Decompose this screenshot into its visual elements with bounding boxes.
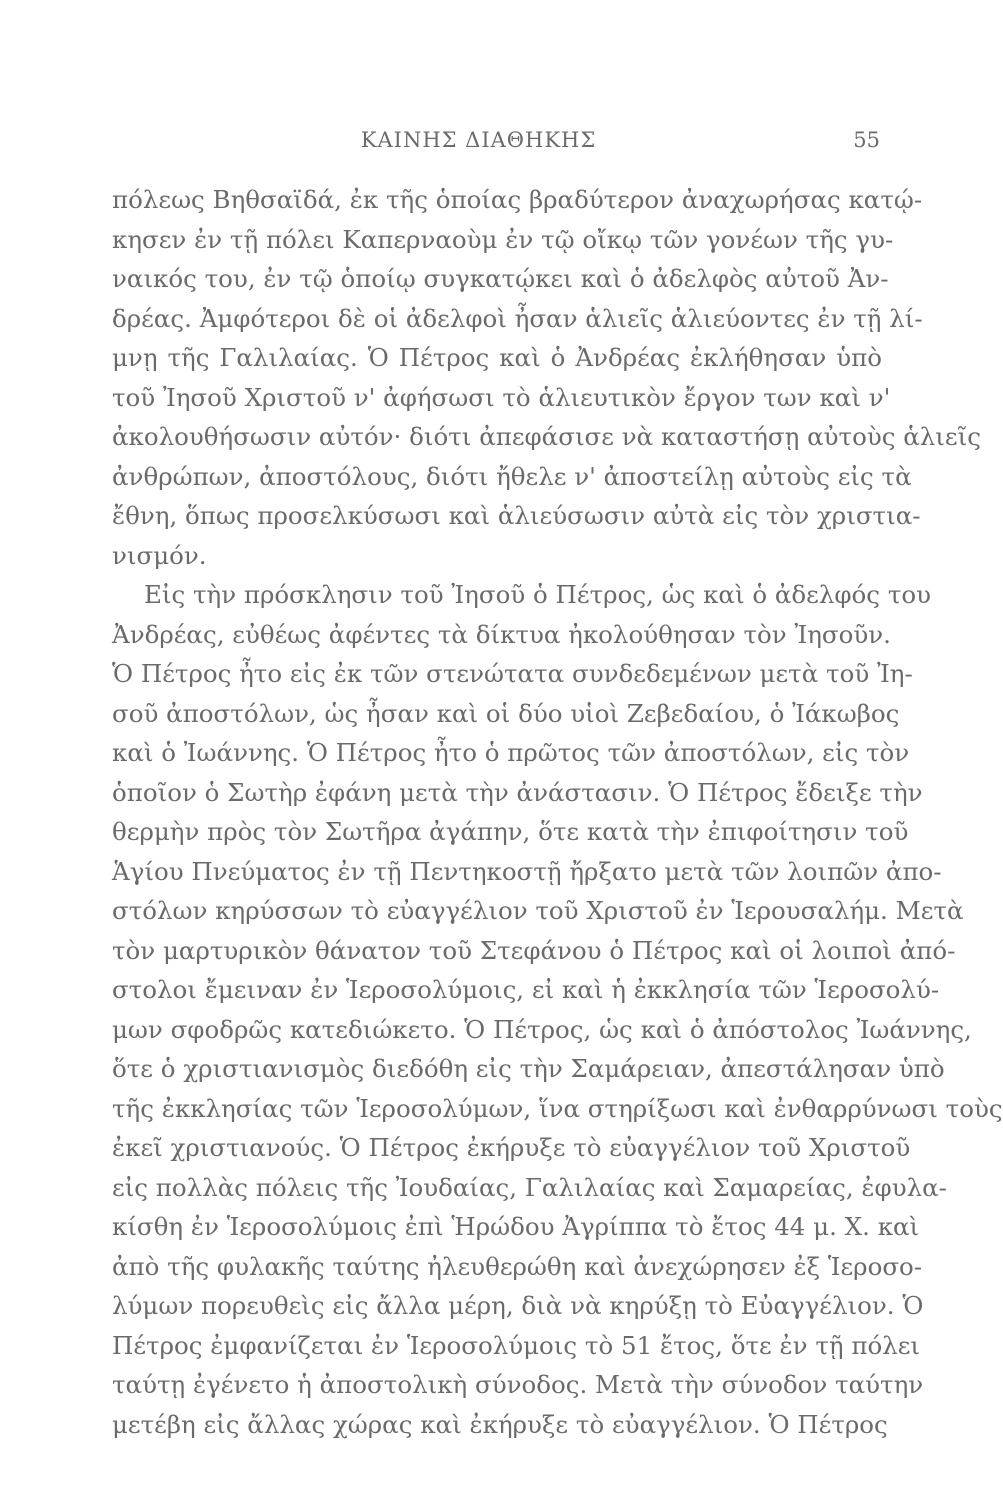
text-line: Πέτρος ἐμφανίζεται ἐν Ἱεροσολύμοις τὸ 51 ἔτος, ὅτε ἐν τῇ πόλει (112, 1330, 921, 1360)
text-line: στολοι ἔμειναν ἐν Ἱεροσολύμοις, εἰ καὶ ἡ ἐκκλησία τῶν Ἱεροσολύ- (112, 975, 940, 1004)
text-line: εἰς πολλὰς πόλεις τῆς Ἰουδαίας, Γαλιλαίας καὶ Σαμαρείας, ἐφυλα- (112, 1172, 947, 1202)
body-text (112, 180, 1003, 1444)
text-line: θερμὴν πρὸς τὸν Σωτῆρα ἀγάπην, ὅτε κατὰ τὴν ἐπιφοίτησιν τοῦ (112, 817, 909, 846)
text-line: κίσθη ἐν Ἱεροσολύμοις ἐπὶ Ἡρώδου Ἀγρίππα τὸ ἔτος 44 μ. Χ. καὶ (112, 1212, 920, 1241)
text-line: ἀνθρώπων, ἀποστόλους, διότι ἤθελε ν' ἀποστείλῃ αὐτοὺς εἰς τὰ (112, 461, 912, 491)
text-line: ταύτῃ ἐγένετο ἡ ἀποστολικὴ σύνοδος. Μετὰ τὴν σύνοδον ταύτην (112, 1370, 924, 1399)
text-line: ἀκολουθήσωσιν αὐτόν· διότι ἀπεφάσισε νὰ καταστήσῃ αὐτοὺς ἁλιεῖς (112, 422, 981, 451)
text-line: τῆς ἐκκλησίας τῶν Ἱεροσολύμων, ἵνα στηρίξωσι καὶ ἐνθαρρύνωσι τοὺς (112, 1093, 1003, 1123)
text-line: ὁποῖον ὁ Σωτὴρ ἐφάνη μετὰ τὴν ἀνάστασιν. Ὁ Πέτρος ἔδειξε τὴν (112, 777, 923, 807)
text-line: Ἁγίου Πνεύματος ἐν τῇ Πεντηκοστῇ ἤρξατο μετὰ τῶν λοιπῶν ἀπο- (112, 856, 942, 886)
text-line: μνῃ τῆς Γαλιλαίας. Ὁ Πέτρος καὶ ὁ Ἀνδρέας ἐκλήθησαν ὑπὸ (112, 343, 882, 372)
text-line: ἀπὸ τῆς φυλακῆς ταύτης ἠλευθερώθη καὶ ἀνεχώρησεν ἐξ Ἱεροσο- (112, 1251, 923, 1281)
text-line: Εἰς τὴν πρόσκλησιν τοῦ Ἰησοῦ ὁ Πέτρος, ὡς καὶ ὁ ἀδελφός του (144, 580, 932, 609)
text-line: Ἀνδρέας, εὐθέως ἀφέντες τὰ δίκτυα ἠκολούθησαν τὸν Ἰησοῦν. (112, 619, 891, 649)
page-header (0, 128, 957, 156)
text-line: τοῦ Ἰησοῦ Χριστοῦ ν' ἀφήσωσι τὸ ἁλιευτικὸν ἔργον των καὶ ν' (112, 382, 891, 412)
text-line: μων σφοδρῶς κατεδιώκετο. Ὁ Πέτρος, ὡς καὶ ὁ ἀπόστολος Ἰωάννης, (112, 1014, 972, 1044)
text-line: μετέβη εἰς ἄλλας χώρας καὶ ἐκήρυξε τὸ εὐαγγέλιον. Ὁ Πέτρος (112, 1409, 888, 1439)
running-title: ΚΑΙΝΗΣ ΔΙΑΘΗΚΗΣ (360, 128, 597, 152)
text-line: ἔθνη, ὅπως προσελκύσωσι καὶ ἁλιεύσωσιν αὐτὰ εἰς τὸν χριστια- (112, 501, 921, 530)
text-line: Ὁ Πέτρος ἦτο εἰς ἐκ τῶν στενώτατα συνδεδεμένων μετὰ τοῦ Ἰη- (112, 659, 913, 688)
text-line: ἐκεῖ χριστιανούς. Ὁ Πέτρος ἐκήρυξε τὸ εὐαγγέλιον τοῦ Χριστοῦ (112, 1133, 911, 1162)
text-line: πόλεως Βηθσαϊδά, ἐκ τῆς ὁποίας βραδύτερον ἀναχωρήσας κατῴ- (112, 185, 923, 214)
text-line: σοῦ ἀποστόλων, ὡς ἦσαν καὶ οἱ δύο υἱοὶ Ζεβεδαίου, ὁ Ἰάκωβος (112, 698, 900, 728)
text-line: κησεν ἐν τῇ πόλει Καπερναοὺμ ἐν τῷ οἴκῳ τῶν γονέων τῆς γυ- (112, 224, 894, 254)
text-line: δρέας. Ἀμφότεροι δὲ οἱ ἀδελφοὶ ἦσαν ἁλιεῖς ἁλιεύοντες ἐν τῇ λί- (112, 303, 923, 333)
page-number: 55 (853, 128, 880, 152)
text-line: καὶ ὁ Ἰωάννης. Ὁ Πέτρος ἦτο ὁ πρῶτος τῶν ἀποστόλων, εἰς τὸν (112, 738, 910, 767)
text-line: νισμόν. (112, 540, 207, 570)
text-line: τὸν μαρτυρικὸν θάνατον τοῦ Στεφάνου ὁ Πέτρος καὶ οἱ λοιποὶ ἀπό- (112, 935, 956, 965)
text-line: λύμων πορευθεὶς εἰς ἄλλα μέρη, διὰ νὰ κηρύξῃ τὸ Εὐαγγέλιον. Ὁ (112, 1291, 924, 1320)
text-line: ὅτε ὁ χριστιανισμὸς διεδόθη εἰς τὴν Σαμάρειαν, ἀπεστάλησαν ὑπὸ (112, 1054, 945, 1083)
text-line: στόλων κηρύσσων τὸ εὐαγγέλιον τοῦ Χριστοῦ ἐν Ἱερουσαλήμ. Μετὰ (112, 896, 964, 925)
text-line: ναικός του, ἐν τῷ ὁποίῳ συγκατῴκει καὶ ὁ ἀδελφὸς αὐτοῦ Ἀν- (112, 264, 889, 293)
